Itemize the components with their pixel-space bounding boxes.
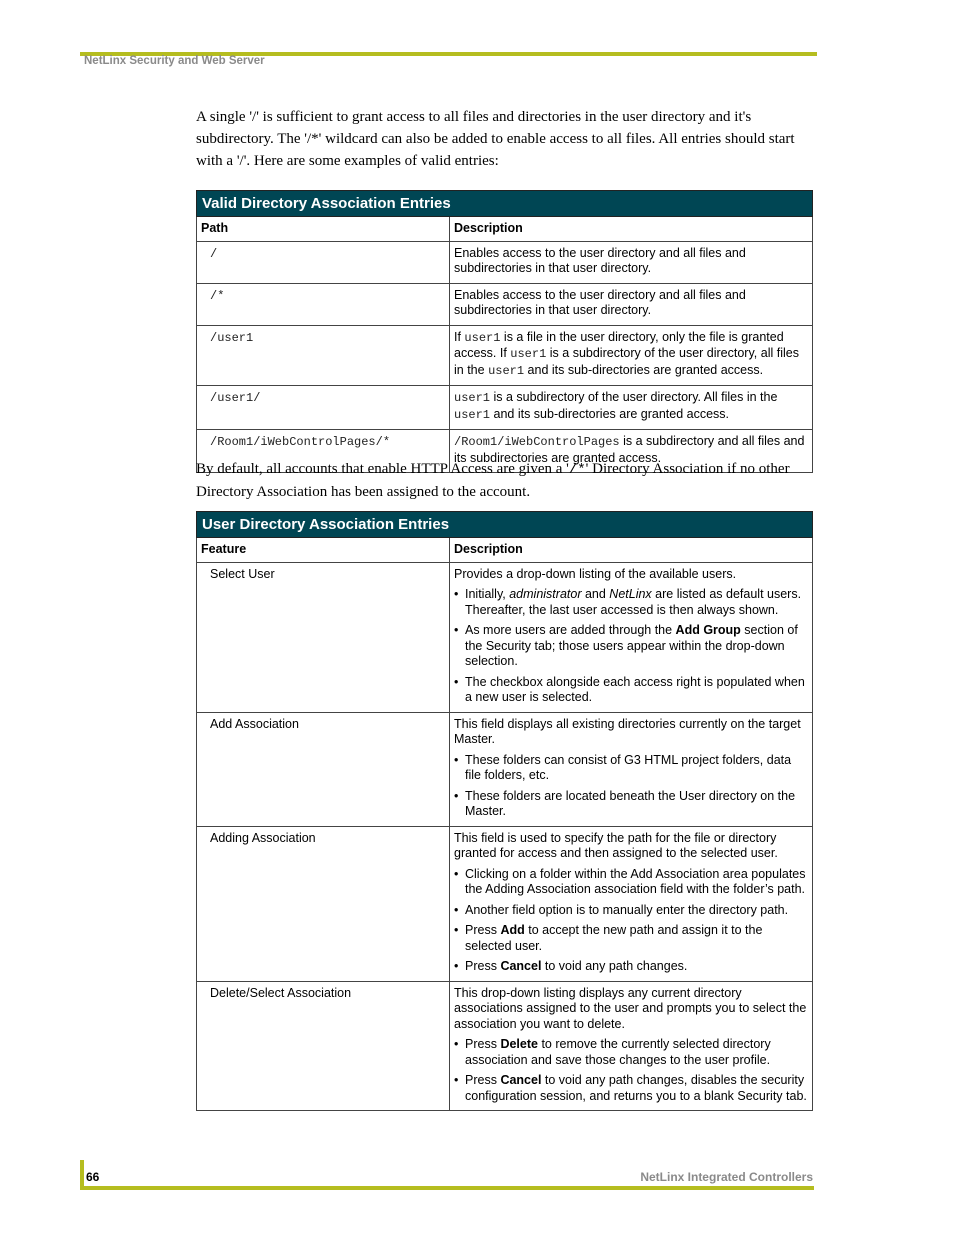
description-cell: Enables access to the user directory and all files and subdirectories in that user directory.: [454, 287, 746, 317]
list-item: • These folders can consist of G3 HTML project folders, data file folders, etc.: [454, 753, 809, 784]
description-cell: If user1 is a file in the user directory, only the file is granted access. If user1 is a subdirectory of the user directory, all files in the user1 and its sub-directories are granted access.: [450, 325, 813, 386]
column-header-path: Path: [197, 217, 450, 242]
column-header-feature: Feature: [197, 538, 450, 563]
default-association-paragraph: By default, all accounts that enable HTTP Access are given a '/*' Directory Association if no other Directory Association has been assigned to the account.: [196, 461, 790, 500]
intro-paragraph: A single '/' is sufficient to grant access to all files and directories in the user directory and it's subdirectory. The '/*' wildcard can also be added to enable access to all files. All entries should start with a '/'. Here are some examples of valid entries:: [196, 109, 795, 169]
feature-cell: Add Association: [210, 716, 299, 731]
description-cell: This field displays all existing directories currently on the target Master. • These folders can consist of G3 HTML project folders, data file folders, etc. • These folders are located beneath the User directory on the Master.: [450, 712, 813, 826]
list-item: • The checkbox alongside each access right is populated when a new user is selected.: [454, 675, 809, 706]
description-cell: This drop-down listing displays any current directory associations assigned to the user and prompts you to select the association you want to delete. • Press Delete to remove the currently selected directory association and save those changes to the user profile. • Press Cancel to void any path changes, disables the security configuration session, and returns you to a blank Security tab.: [450, 981, 813, 1111]
list-item: • Initially, administrator and NetLinx are listed as default users. Thereafter, the last user accessed is then always shown.: [454, 587, 809, 618]
description-cell: Provides a drop-down listing of the available users. • Initially, administrator and NetLinx are listed as default users. Thereafter, the last user accessed is then always shown. • As more users are added through the Add Group section of the Security tab; those users appear within the drop-down selection. • The checkbox alongside each access right is populated when a new user is selected.: [450, 562, 813, 712]
list-item: • Press Add to accept the new path and assign it to the selected user.: [454, 923, 809, 954]
description-cell: Enables access to the user directory and all files and subdirectories in that user directory.: [454, 245, 746, 275]
user-entries-table: [196, 511, 813, 1111]
list-item: • Press Cancel to void any path changes.: [454, 959, 809, 975]
table-row: [197, 712, 813, 826]
path-cell: /*: [210, 288, 225, 303]
feature-cell: Delete/Select Association: [210, 985, 352, 1000]
table-title: Valid Directory Association Entries: [197, 191, 813, 217]
list-item: • These folders are located beneath the User directory on the Master.: [454, 789, 809, 820]
table-row: [197, 562, 813, 712]
list-item: • Clicking on a folder within the Add Association area populates the Adding Association association field with the folder’s path.: [454, 867, 809, 898]
list-item: • Press Cancel to void any path changes, disables the security configuration session, and returns you to a blank Security tab.: [454, 1073, 809, 1104]
list-item: • Another field option is to manually enter the directory path.: [454, 903, 809, 919]
column-header-description: Description: [450, 538, 813, 563]
feature-cell: Select User: [210, 566, 275, 581]
list-item: • As more users are added through the Add Group section of the Security tab; those users appear within the drop-down selection.: [454, 623, 809, 670]
description-cell: user1 is a subdirectory of the user directory. All files in the user1 and its sub-directories are granted access.: [450, 386, 813, 430]
description-cell: /Room1/iWebControlPages is a subdirectory and all files and its subdirectories are granted access.: [450, 430, 813, 473]
path-cell: /Room1/iWebControlPages/*: [210, 435, 391, 449]
table-row: [197, 283, 813, 325]
path-cell: /: [210, 246, 218, 261]
path-cell: /user1: [210, 330, 254, 345]
page-number: 66: [86, 1170, 100, 1184]
table-row: [197, 241, 813, 283]
footer-rule: [80, 1186, 814, 1190]
running-header: NetLinx Security and Web Server: [84, 55, 265, 67]
table-title: User Directory Association Entries: [197, 512, 813, 538]
table-row: [197, 981, 813, 1111]
feature-cell: Adding Association: [210, 830, 316, 845]
list-item: • Press Delete to remove the currently selected directory association and save those changes to the user profile.: [454, 1037, 809, 1068]
table-row: [197, 325, 813, 386]
column-header-description: Description: [450, 217, 813, 242]
path-cell: /user1/: [210, 391, 261, 405]
running-footer: NetLinx Integrated Controllers: [640, 1170, 813, 1184]
valid-entries-table: [196, 190, 813, 473]
table-row: [197, 386, 813, 430]
table-row: [197, 826, 813, 981]
description-cell: This field is used to specify the path for the file or directory granted for access and then assigned to the selected user. • Clicking on a folder within the Add Association area populates the Adding Association association field with the folder’s path. • Another field option is to manually enter the directory path. • Press Add to accept the new path and assign it to the selected user. • Press Cancel to void any path changes.: [450, 826, 813, 981]
